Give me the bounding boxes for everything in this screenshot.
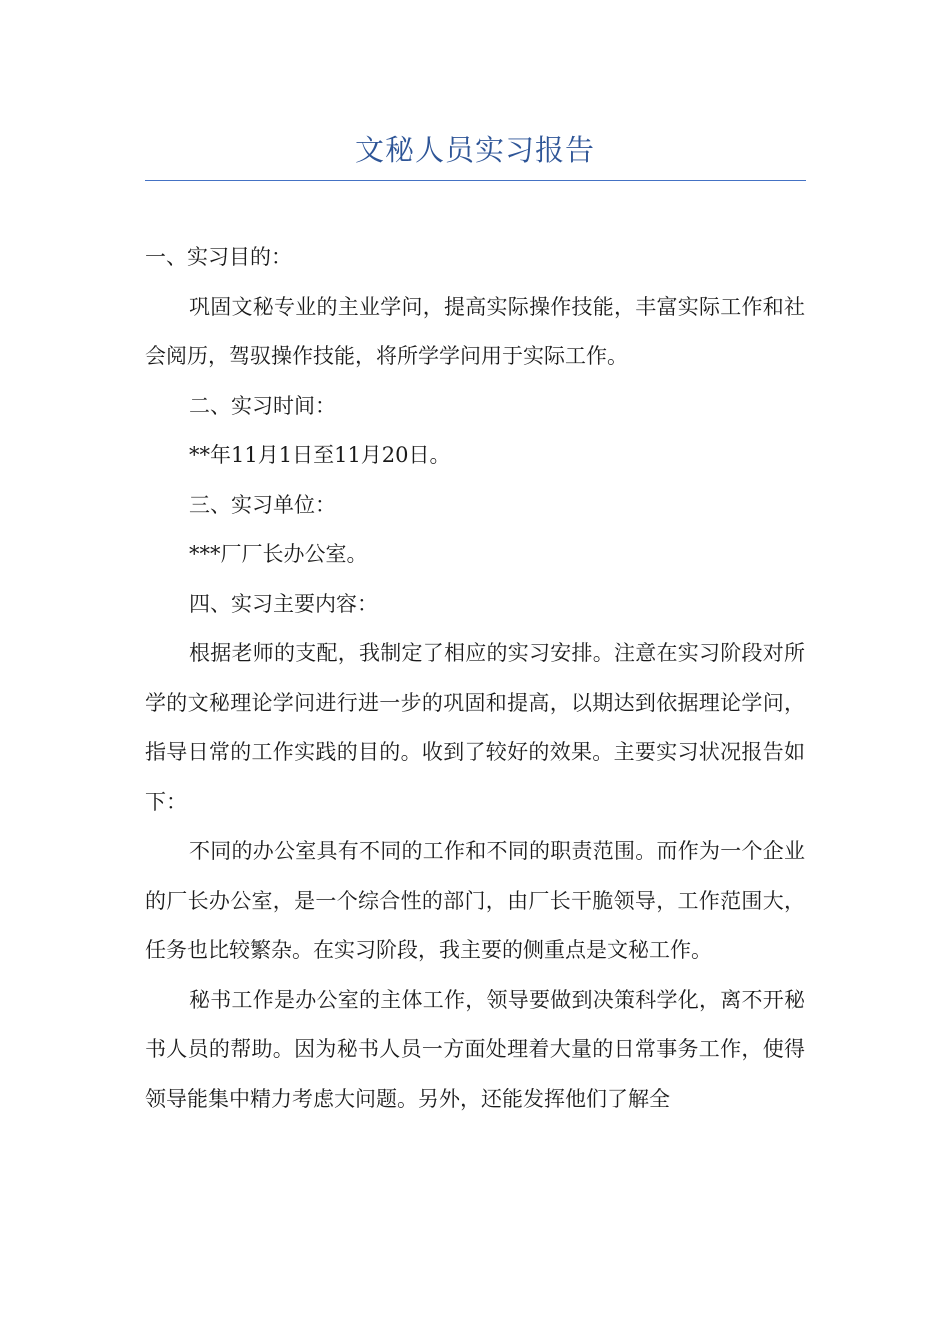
paragraph: 不同的办公室具有不同的工作和不同的职责范围。而作为一个企业的厂长办公室，是一个综合性的部门，由厂长干脆领导，工作范围大，任务也比较繁杂。在实习阶段，我主要的侧重点是文秘工作。 <box>145 839 805 962</box>
paragraph: ***厂厂长办公室。 <box>189 542 368 566</box>
document-body <box>145 233 805 1124</box>
page-title: 文秘人员实习报告 <box>354 133 595 167</box>
title-underline <box>145 180 806 181</box>
paragraph: 四、实习主要内容： <box>189 591 378 616</box>
paragraph: 巩固文秘专业的主业学问，提高实际操作技能，丰富实际工作和社会阅历，驾驭操作技能，将所学学问用于实际工作。 <box>145 294 805 368</box>
paragraph: 根据老师的支配，我制定了相应的实习安排。注意在实习阶段对所学的文秘理论学问进行进一步的巩固和提高，以期达到依据理论学问，指导日常的工作实践的目的。收到了较好的效果。主要实习状况报告如下： <box>145 641 805 814</box>
paragraph: 二、实习时间： <box>189 393 336 418</box>
paragraph: 一、实习目的： <box>145 245 292 269</box>
paragraph: 三、实习单位： <box>189 492 336 517</box>
paragraph: 秘书工作是办公室的主体工作，领导要做到决策科学化，离不开秘书人员的帮助。因为秘书人员一方面处理着大量的日常事务工作，使得领导能集中精力考虑大问题。另外，还能发挥他们了解全 <box>145 987 805 1111</box>
paragraph: **年11月1日至11月20日。 <box>189 443 451 467</box>
